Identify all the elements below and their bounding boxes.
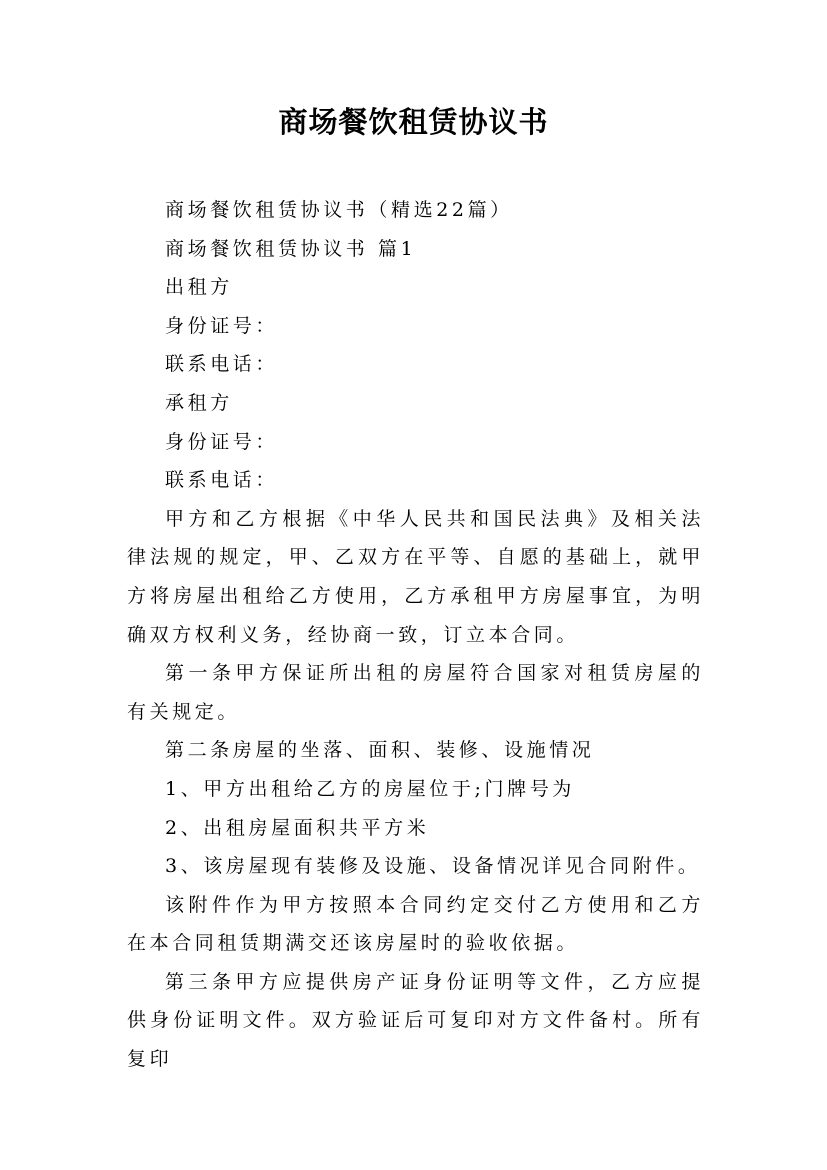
paragraph: 第一条甲方保证所出租的房屋符合国家对租赁房屋的有关规定。 xyxy=(127,662,704,723)
paragraph: 出租方 xyxy=(165,276,233,299)
paragraph: 甲方和乙方根据《中华人民共和国民法典》及相关法律法规的规定，甲、乙双方在平等、自愿的基础上，就甲方将房屋出租给乙方使用，乙方承租甲方房屋事宜，为明确双方权利义务，经协商一致，订立本合同。 xyxy=(127,507,704,646)
document-title: 商场餐饮租赁协议书 xyxy=(278,105,549,139)
paragraph: 3、该房屋现有装修及设施、设备情况详见合同附件。 xyxy=(165,855,701,878)
paragraph: 第三条甲方应提供房产证身份证明等文件，乙方应提供身份证明文件。双方验证后可复印对方文件备村。所有复印 xyxy=(127,970,704,1071)
paragraph: 2、出租房屋面积共平方米 xyxy=(165,816,430,839)
paragraph: 联系电话： xyxy=(165,353,279,376)
paragraph: 1、甲方出租给乙方的房屋位于;门牌号为 xyxy=(165,777,575,800)
paragraph: 第二条房屋的坐落、面积、装修、设施情况 xyxy=(165,739,595,762)
paragraph: 身份证号： xyxy=(165,430,279,453)
paragraph: 联系电话： xyxy=(165,469,279,492)
document-body xyxy=(127,191,704,1079)
paragraph: 承租方 xyxy=(165,391,233,414)
paragraph: 身份证号： xyxy=(165,314,279,337)
paragraph: 商场餐饮租赁协议书 篇1 xyxy=(165,237,417,260)
paragraph: 商场餐饮租赁协议书（精选22篇） xyxy=(165,199,513,221)
paragraph: 该附件作为甲方按照本合同约定交付乙方使用和乙方在本合同租赁期满交还该房屋时的验收依据。 xyxy=(127,893,704,955)
